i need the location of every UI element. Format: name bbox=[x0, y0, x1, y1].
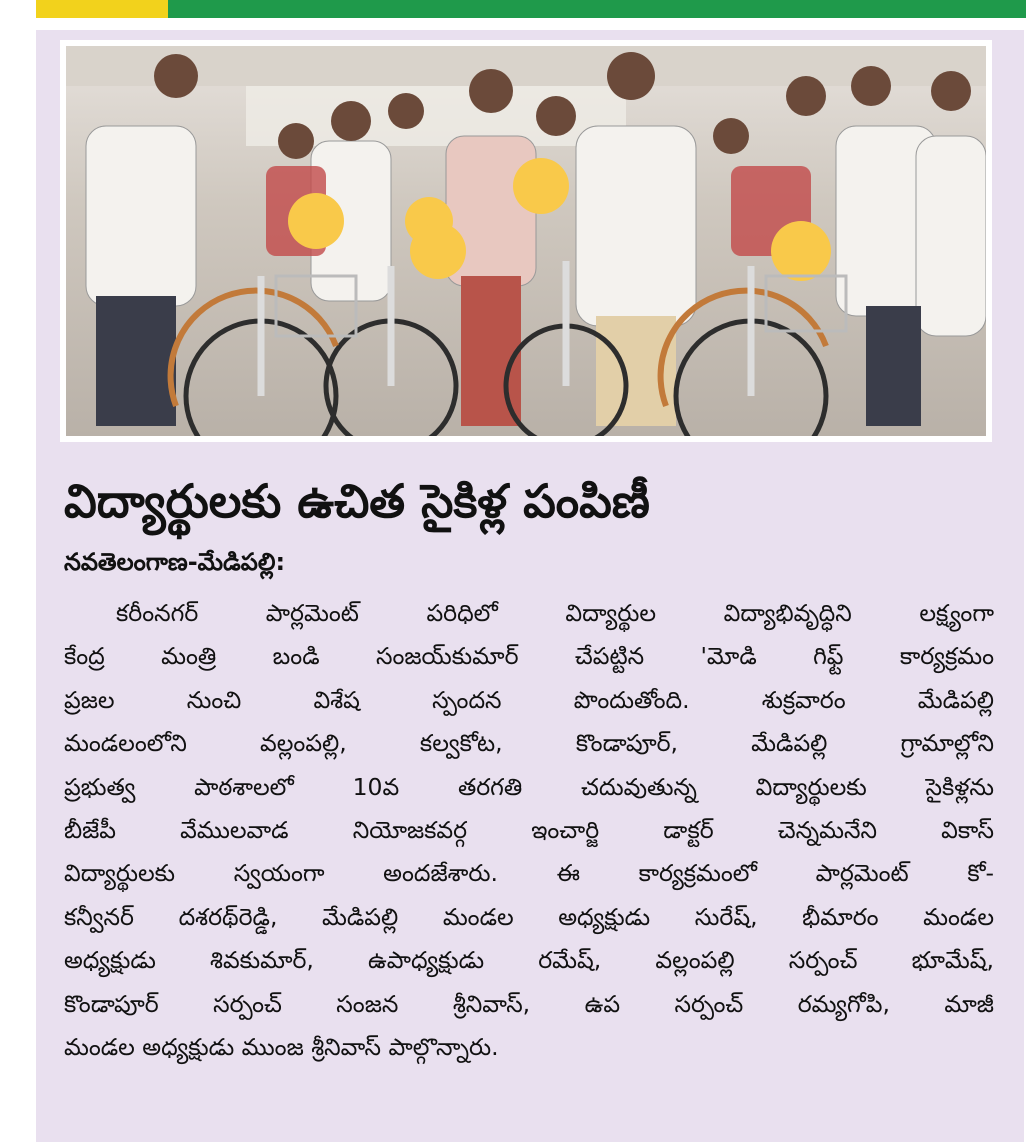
body-line: మండలంలోని వల్లంపల్లి, కల్వకోట, కొండాపూర్, మేడిపల్లి గ్రామాల్లోని bbox=[64, 729, 994, 758]
body-line: కొండాపూర్ సర్పంచ్ సంజన శ్రీనివాస్, ఉప సర్పంచ్ రమ్యగోపి, మాజీ bbox=[64, 989, 994, 1018]
photo-illustration bbox=[66, 46, 986, 436]
news-photo bbox=[60, 40, 992, 442]
masthead-accent bbox=[36, 0, 168, 18]
body-line: అధ్యక్షుడు శివకుమార్, ఉపాధ్యక్షుడు రమేష్, వల్లంపల్లి సర్పంచ్ భూమేష్, bbox=[64, 946, 994, 975]
body-line: కేంద్ర మంత్రి బండి సంజయ్‌కుమార్ చేపట్టిన 'మోడి గిఫ్ట్ కార్యక్రమం bbox=[64, 642, 994, 671]
body-line: బీజేపీ వేములవాడ నియోజకవర్గ ఇంచార్జి డాక్టర్ చెన్నమనేని వికాస్ bbox=[64, 816, 994, 845]
masthead-band bbox=[36, 0, 1026, 18]
article-dateline: నవతెలంగాణ-మేడిపల్లి: bbox=[64, 548, 286, 576]
photo-cyclists-group bbox=[66, 46, 986, 436]
body-line: మండల అధ్యక్షుడు ముంజ శ్రీనివాస్ పాల్గొన్నారు. bbox=[64, 1033, 499, 1062]
body-line: ప్రభుత్వ పాఠశాలలో 10వ తరగతి చదువుతున్న విద్యార్థులకు సైకిళ్లను bbox=[64, 772, 994, 801]
article-body bbox=[64, 592, 994, 1069]
article-headline: విద్యార్థులకు ఉచిత సైకిళ్ల పంపిణీ bbox=[64, 474, 650, 528]
body-line: కన్వీనర్ దశరథ్‌రెడ్డి, మేడిపల్లి మండల అధ్యక్షుడు సురేష్, భీమారం మండల bbox=[64, 902, 994, 931]
body-line: విద్యార్థులకు స్వయంగా అందజేశారు. ఈ కార్యక్రమంలో పార్లమెంట్ కో- bbox=[64, 859, 994, 888]
body-line: ప్రజల నుంచి విశేష స్పందన పొందుతోంది. శుక్రవారం మేడిపల్లి bbox=[64, 685, 994, 714]
body-line: కరీంనగర్ పార్లమెంట్ పరిధిలో విద్యార్థుల విద్యాభివృద్ధిని లక్ష్యంగా bbox=[116, 599, 994, 627]
